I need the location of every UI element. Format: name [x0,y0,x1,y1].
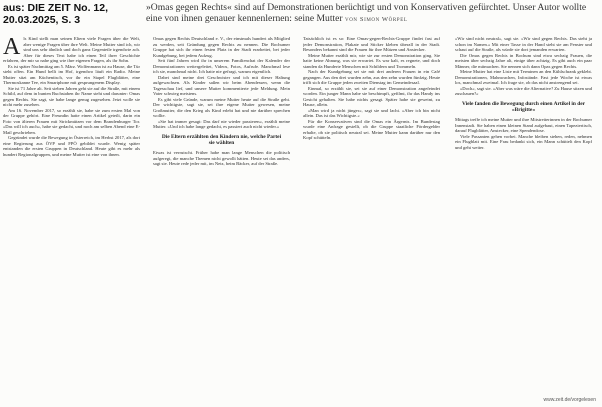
paragraph: Es ist später Nachmittag am 5. März. Wolfenmann ist zu Hause, die Tür steht offen. Ein Hund bellt im Hof, irgendwo läuft ein Radio. Meine Mutter sitzt am Küchentisch, vor ihr ein Stapel Flugblätter, eine Thermoskanne Tee, ein Smartphone mit gesprungenem Display. [3,63,140,86]
source-line-2: 20.03.2025, S. 3 [3,13,81,26]
paragraph: »Man wird ja nicht jünger«, sagt sie und lacht. »Aber ich bin nicht allein. Das ist das Wichtigste.« [303,107,440,119]
paragraph: Nach der Kundgebung sei sie mit drei anderen Frauen in ein Café gegangen. Aus den drei wurden zehn, aus den zehn wurden fünfzig. Heute trifft sich die Gruppe jeden zweiten Dienstag im Gemeindesaal. [303,69,440,86]
article-header [0,0,602,34]
paragraph: Meine Mutter hat eine Liste mit Terminen an den Kühlschrank geklebt. Demonstrationen, Mahnwachen, Infostände. Fast jede Woche ist etwas los, manchmal zweimal. Ich frage sie, ob das nicht anstrengend sei. [455,69,592,86]
article-column-2 [153,36,290,400]
paragraph: Sie ist 71 Jahre alt. Seit sieben Jahren geht sie auf die Straße, mit einem Schild, auf dem in bunten Buchstaben ihr Name steht und darunter: Omas gegen Rechts. Sie sagt, sie habe lange genug zugesehen. Jetzt wolle sie nicht mehr zusehen. [3,85,140,108]
paragraph: Tatsächlich ist es so: Eine Omas-gegen-Rechts-Gruppe findet fast auf jeder Demonstration, Plakate und Sticker kleben überall in der Stadt. Besonders bekannt sind die Frauen für ihre Mützen und Anstecker. [303,36,440,53]
paragraph: »Wir sind nicht neutral«, sagt sie. »Wir sind gegen Rechts. Das steht ja schon im Namen.« Mit einer Tasse in der Hand steht sie am Fenster und schaut auf die Straße, als würde sie dort jemanden erwarten. [455,36,592,53]
dropcap: A [3,36,21,60]
source-label [3,3,118,26]
paragraph: Am 16. November 2017, so erzählt sie, habe sie zum ersten Mal von der Gruppe gehört. Eine Freundin hatte einen Artikel geteilt, darin ein Foto von älteren Frauen mit Strickmützen vor dem Brandenburger Tor. »Das will ich auch«, habe sie gedacht, und noch am selben Abend eine E-Mail geschrieben. [3,107,140,135]
paragraph: Mittags treffe ich meine Mutter und ihre Mitstreiterinnen in der Bochumer Innenstadt. Sie haben einen kleinen Stand aufgebaut, einen Tapeziertisch, darauf Flugblätter, Anstecker, eine Spendendose. [455,117,592,134]
source-line-1: aus: DIE ZEIT No. 12, [3,2,109,14]
article-headline [146,2,596,25]
paragraph: »Doch«, sagt sie. »Aber was wäre die Alternative? Zu Hause sitzen und zuschauen?« [455,85,592,97]
article-column-4 [455,36,592,400]
paragraph: Die Omas gegen Rechts in Bochum sind etwa sechzig Frauen, die meisten über sechzig Jahre alt, einige über achtzig. Es gibt auch ein paar Männer, die mitmachen. Sie nennen sich dann Opas gegen Rechts. [455,52,592,69]
paragraph: Meine Mutter erzählt mir, wie sie zur ersten Demonstration ging. Sie hatte keine Ahnung, was sie erwartet. Es war kalt, es regnete, und doch standen da Hunderte Menschen mit Schildern und Trommeln. [303,52,440,69]
article-column-1 [3,36,140,400]
headline-text: »Omas gegen Rechts« sind auf Demonstrationen berüchtigt und von Konservativen gefürchtet. Unser Autor wollte eine von ihnen genauer kennenlernen: seine Mutter [146,2,587,24]
subheading: Viele fanden die Bewegung durch einen Artikel in der »Brigitte« [461,100,586,113]
byline: von Simon Wörpel [345,16,408,23]
paragraph: »Sie hat immer gesagt: Das darf nie wieder passieren«, erzählt meine Mutter. »Und ich habe lange gedacht, es passiert auch nicht wieder.« [153,118,290,130]
subheading: Die Eltern erzählten den Kindern nie, welche Partei sie wählten [161,133,282,147]
paragraph: Viele Passanten gehen vorbei. Manche bleiben stehen, reden, nehmen ein Flugblatt mit. Eine Frau bedankt sich, ein Mann schüttelt den Kopf und geht weiter. [455,133,592,150]
paragraph: Dabei sind meine drei Geschwister und ich mit dieser Haltung aufgewachsen. Als Kinder saßen wir beim Abendessen, wenn die Tagesschau lief, und unsere Mutter kommentierte jede Meldung. Mein Vater schwieg meistens. [153,74,290,97]
paragraph: Für die Konservativen sind die Omas ein Ärgernis. Im Bundestag wurde eine Anfrage gestellt, ob die Gruppe staatliche Fördergelder erhalte, ob sie politisch neutral sei. Meine Mutter kann darüber nur den Kopf schütteln. [303,118,440,141]
paragraph: ls Kind stellt man seinen Eltern viele Fragen über die Welt, aber wenige Fragen über ihre Welt. Meine Mutter sind ich, wir sind uns sehr ähnlich und doch ganz Gegenteile irgendwie ach. Aber für dieses Text habe ich einen Teil ihrer Geschichte erfahren, der mir so nahe ging wie ihre eigenen Fragen, als ihr Sohn. [3,36,140,64]
paragraph: Es gibt viele Gründe, warum meine Mutter heute auf die Straße geht. Der wichtigste, sagt sie, sei ihre eigene Mutter gewesen, meine Großmutter, die den Krieg als Kind erlebt hat und nie darüber sprechen wollte. [153,96,290,119]
paragraph: Omas gegen Rechts Deutschland e. V., der einstmals hundert als Mitglied zu werden, seit Gründung gegen Rechts zu nennen. Die Bochumer Gruppe hat sich ihr einen festen Platz in der Stadt erarbeitet, bei jeder Kundgebung, bei jedem Aufzug. [153,36,290,58]
paragraph: Einmal, so erzählt sie, sei sie auf einer Demonstration angefeindet worden. Ein junger Mann habe sie beschimpft, gefilmt, ihr das Handy ins Gesicht gehalten. Sie habe nichts gesagt. Später habe sie geweint, zu Hause, allein. [303,85,440,108]
article-column-3 [303,36,440,400]
paragraph: Seit fünf Jahren wird ihr in unserem Familienchat der Kalender der Demonstrationen weitergeleitet, Videos, Fotos, Aufrufe. Manchmal lese ich sie, manchmal nicht. Ich hatte nie gefragt, warum eigentlich. [153,58,290,75]
paragraph: Gegründet wurde die Bewegung in Österreich, im Herbst 2017, als dort eine Regierung aus ÖVP und FPÖ gebildet wurde. Wenig später entstanden die ersten Gruppen in Deutschland. Heute gibt es mehr als hundert Regionalgruppen, und meine Mutter ist eine von ihnen. [3,135,140,157]
footer-url: www.zeit.de/vorgelesen [543,397,596,403]
paragraph: Etwas ist verrutscht. Früher habe man lange Menschen die politisch aufgeregt, die manche Themen nicht gewollt hätten. Heute sei das anders, sagt sie. Heute rede jeder mit, im Netz, beim Bäcker, auf der Straße. [153,150,290,167]
